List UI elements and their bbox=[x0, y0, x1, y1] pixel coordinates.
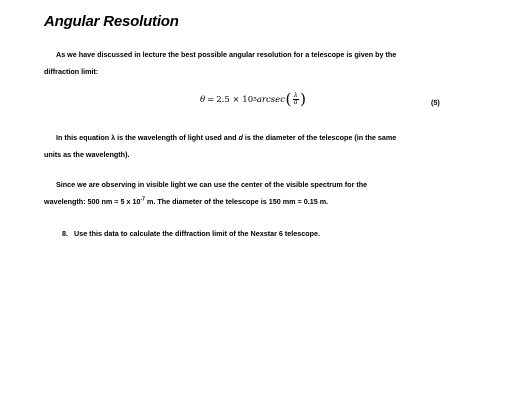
question-number: 8. bbox=[62, 229, 68, 238]
explanation-line-2: units as the wavelength). bbox=[44, 150, 130, 159]
explanation-paragraph bbox=[44, 129, 484, 163]
given-data-paragraph bbox=[44, 176, 484, 210]
question-item bbox=[62, 229, 320, 238]
explanation-d: d bbox=[238, 133, 243, 142]
equation-denominator: d bbox=[293, 99, 298, 106]
explanation-line-1 bbox=[44, 129, 484, 146]
given-exponent: -7 bbox=[140, 196, 145, 203]
question-text: Use this data to calculate the diffraction limit of the Nexstar 6 telescope. bbox=[74, 229, 321, 238]
equation-numerator: λ bbox=[293, 92, 298, 99]
explanation-text-2: is the wavelength of light used and bbox=[115, 133, 239, 142]
given-line-2b: m. The diameter of the telescope is 150 mm = 0.15 m. bbox=[144, 197, 329, 206]
diffraction-limit-equation: θ = 2.5 × 10 5 arcsec ( $\frac{\lambda}{d}$ ) bbox=[200, 90, 306, 108]
section-heading: Angular Resolution bbox=[44, 13, 179, 30]
explanation-text-1: In this equation bbox=[56, 133, 112, 142]
equation-equals: = bbox=[207, 94, 215, 105]
equation-theta: θ bbox=[200, 94, 206, 105]
equation-close-paren: ) bbox=[300, 90, 306, 108]
given-line-2 bbox=[44, 193, 484, 210]
intro-line-1: As we have discussed in lecture the best possible angular resolution for a telescope is given by the bbox=[56, 50, 397, 59]
equation-open-paren: ( bbox=[285, 90, 292, 108]
equation-number: (5) bbox=[431, 98, 440, 107]
equation-fraction bbox=[293, 93, 299, 106]
intro-paragraph bbox=[44, 46, 484, 80]
equation-unit: arcsec bbox=[256, 94, 285, 105]
equation-coefficient: 2.5 × 10 bbox=[216, 94, 254, 105]
intro-line-2: diffraction limit: bbox=[44, 67, 99, 76]
explanation-lambda: λ bbox=[111, 133, 116, 142]
given-line-2a: wavelength: 500 nm = 5 x 10 bbox=[44, 197, 141, 206]
given-line-1: Since we are observing in visible light we can use the center of the visible spectrum for the bbox=[56, 180, 368, 189]
explanation-text-3: is the diameter of the telescope (in the same bbox=[242, 133, 397, 142]
